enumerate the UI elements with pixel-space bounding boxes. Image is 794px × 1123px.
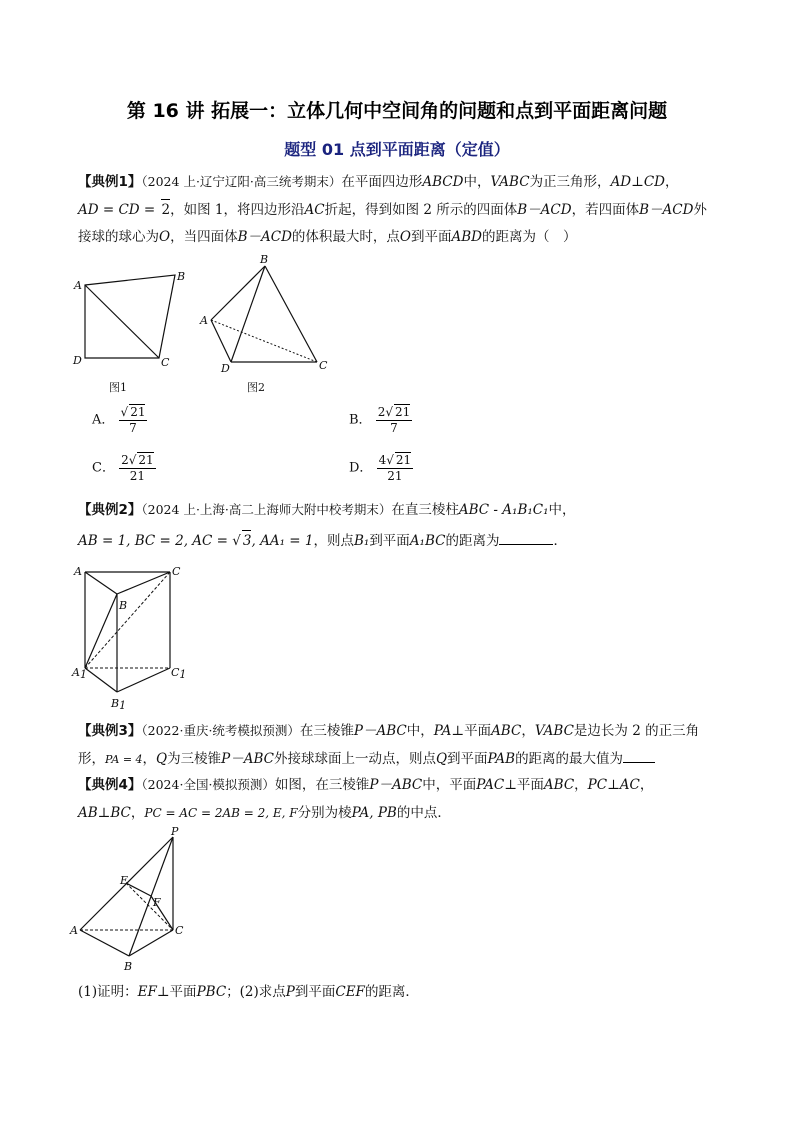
fig2-label-a: A: [200, 314, 208, 327]
denominator: 7: [390, 421, 398, 435]
text: 的距离．: [364, 984, 419, 1000]
text: 的中点．: [396, 805, 451, 821]
page-title: 第 16 讲 拓展一：立体几何中空间角的问题和点到平面距离问题: [126, 100, 668, 122]
example1-source: （2024 上·辽宁辽阳·高三统考期末）: [141, 174, 342, 189]
example1-line3: [78, 227, 576, 247]
math: P－ABC: [353, 723, 407, 739]
text: 到平面: [369, 533, 410, 549]
math: ABD: [451, 229, 482, 245]
math-sqrt: 3: [242, 530, 252, 551]
math: ABC: [543, 777, 575, 793]
math-sqrt: 2: [161, 199, 171, 220]
figure1-quadrilateral: [70, 265, 190, 375]
radicand: 21: [395, 453, 412, 467]
radicand: 21: [130, 405, 146, 419]
example2-source: （2024 上·上海·高二上海师大附中校考期末）: [141, 502, 392, 517]
text: 为三棱锥: [167, 751, 222, 767]
fig1-outline: [85, 275, 175, 358]
example3-source: （2022·重庆·统考模拟预测）: [141, 723, 300, 738]
math: VABC: [534, 723, 574, 739]
math: PAB: [487, 751, 516, 767]
fig3-label-a1-letter: A: [72, 666, 80, 679]
fig3-label-a1-sub: 1: [79, 668, 87, 681]
text: 是边长为 2 的正三角: [573, 723, 700, 739]
fig4-label-e: E: [120, 874, 129, 887]
math: ABCD: [422, 174, 464, 190]
math: B－ACD: [237, 229, 292, 245]
text: ⊥平面: [156, 984, 197, 1000]
fig1-label-c: C: [161, 356, 170, 369]
text: ⊥平面: [504, 777, 544, 793]
text: 中，: [406, 723, 434, 739]
math: ABC: [491, 723, 522, 739]
fig4-edge-bc: [129, 930, 173, 956]
answer-blank[interactable]: [499, 530, 553, 545]
text: 到平面: [447, 751, 488, 767]
text: ，则点: [313, 533, 354, 549]
fig2-label-d: D: [221, 362, 230, 374]
example1-tag: 【典例1】: [78, 174, 142, 190]
fig2-label-b: B: [260, 253, 269, 266]
fig1-label-b: B: [177, 270, 186, 283]
fig3-label-b1-sub: 1: [119, 699, 127, 710]
math: Q: [435, 751, 448, 767]
fig1-label-a: A: [74, 279, 82, 292]
example2-line1: [78, 500, 576, 520]
text: 中，平面: [422, 777, 477, 793]
fig2-edge-bc: [265, 266, 317, 362]
text: (1)证明：: [78, 984, 138, 1000]
text: 中，: [548, 502, 576, 518]
fig4-label-b: B: [124, 960, 133, 973]
text: ，如图 1，将四边形沿: [170, 202, 305, 218]
text: ，: [521, 723, 535, 739]
fig2-edge-ac-hidden: [211, 320, 317, 362]
fig4-label-a: A: [70, 924, 78, 937]
fig4-edge-ef: [126, 883, 151, 896]
example3-line2: [78, 748, 655, 770]
fig3-label-b1: [110, 697, 126, 710]
option-d-label: D．: [349, 460, 373, 476]
fig2-label-c: C: [319, 359, 328, 372]
text: 在三棱锥: [299, 723, 354, 739]
text: ，: [142, 751, 157, 767]
math: PAC: [476, 777, 505, 793]
fig4-edge-ec-hidden: [126, 883, 173, 930]
math: EF: [137, 984, 157, 1000]
fig3-edge-a1c-hidden: [85, 572, 170, 668]
example4-line1: [78, 775, 653, 795]
fig3-label-a: A: [74, 565, 82, 578]
text: ，: [664, 174, 679, 190]
denominator: 7: [129, 421, 137, 435]
fig3-edge-ab: [85, 572, 117, 594]
math: AB = 1, BC = 2, AC =: [78, 533, 233, 549]
text: ，若四面体: [571, 202, 640, 218]
math: ABC - A₁B₁C₁: [458, 502, 549, 518]
math: B－ACD: [517, 202, 572, 218]
coef: 4: [378, 453, 387, 467]
figure4-pyramid: [66, 826, 196, 974]
fig4-label-c: C: [175, 924, 184, 937]
fig3-edge-a1b: [85, 594, 117, 668]
example4-tag: 【典例4】: [78, 777, 142, 793]
option-a-label: A．: [92, 412, 115, 428]
option-a[interactable]: [92, 404, 147, 436]
text: 外: [693, 202, 707, 218]
math: Q: [156, 751, 168, 767]
text: 平面: [464, 723, 492, 739]
math: P－ABC: [221, 751, 274, 767]
text: 的距离为: [445, 533, 500, 549]
denominator: 21: [129, 469, 146, 483]
math: AD = CD =: [78, 202, 160, 218]
fig4-label-p: P: [171, 826, 179, 838]
text: ，: [574, 777, 588, 793]
text: 的距离的最大值为: [515, 751, 624, 767]
text: 的距离为（ ）: [481, 229, 577, 245]
math: PA⊥: [433, 723, 465, 739]
option-c-label: C．: [92, 460, 115, 476]
figure1-caption: 图1: [109, 381, 127, 394]
text: 接球的球心为: [78, 229, 159, 245]
figure2-caption: 图2: [247, 381, 265, 394]
fig2-edge-ad: [211, 320, 231, 362]
example1-line2: [78, 199, 707, 220]
math: P－ABC: [369, 777, 423, 793]
text: ．: [553, 533, 567, 549]
math: AB⊥BC: [78, 805, 131, 821]
option-a-value: $\frac{√ 21}{7}$: [120, 405, 146, 435]
math: B₁: [353, 533, 370, 549]
option-b-label: B．: [349, 412, 372, 428]
example1-line1: [78, 172, 678, 192]
option-d[interactable]: [349, 452, 413, 484]
section-subtitle: 题型 01 点到平面距离（定值）: [284, 140, 510, 159]
option-c[interactable]: [92, 452, 156, 484]
math: PBC: [196, 984, 227, 1000]
math: B－ACD: [639, 202, 694, 218]
coef: 2: [121, 453, 129, 467]
text: 中，: [463, 174, 491, 190]
example3-tag: 【典例3】: [78, 723, 142, 739]
fig2-edge-bd: [231, 266, 265, 362]
fig1-label-d: D: [73, 354, 82, 367]
fig2-edge-ba: [211, 266, 265, 320]
option-d-value: $\frac{4√ 21}{21}$: [378, 453, 412, 483]
fig3-edge-b1c1: [117, 668, 170, 692]
text: 在直三棱柱: [391, 502, 459, 518]
math: PA = 4: [105, 753, 143, 766]
math: A₁BC: [409, 533, 446, 549]
fig3-label-c1-sub: 1: [179, 668, 187, 681]
math: VABC: [490, 174, 530, 190]
text: 为正三角形，: [529, 174, 611, 190]
text: 外接球球面上一动点，则点: [273, 751, 436, 767]
answer-blank[interactable]: [623, 748, 655, 763]
option-c-value: $\frac{2√ 21}{21}$: [121, 453, 154, 483]
fig3-label-b: B: [119, 599, 128, 612]
fig3-edge-a1b1: [85, 668, 117, 692]
text: 形，: [78, 751, 105, 767]
example4-questions: [78, 982, 419, 1002]
example4-line2: [78, 803, 451, 823]
text: ；(2)求点: [226, 984, 286, 1000]
figure3-prism: [68, 562, 193, 710]
example2-tag: 【典例2】: [78, 502, 142, 518]
math: AD⊥CD: [610, 174, 665, 190]
fig3-label-c1: [171, 666, 186, 681]
math: CEF: [335, 984, 365, 1000]
option-b[interactable]: [349, 404, 412, 436]
text: 的体积最大时，点: [291, 229, 400, 245]
fig3-label-b1-letter: B: [111, 697, 120, 710]
example2-line2: AB = 1, BC = 2, AC = √ 3, AA₁ = 1，则点B₁到平面A₁BC的距离为 ．: [78, 530, 567, 551]
math: O: [159, 229, 171, 245]
fig3-label-a1: [71, 666, 87, 681]
text: 到平面: [410, 229, 452, 245]
math: PC⊥AC: [587, 777, 640, 793]
math: AC: [304, 202, 325, 218]
math: PA, PB: [351, 805, 397, 821]
option-b-value: $\frac{2√ 21}{7}$: [377, 405, 411, 435]
text: ，: [639, 777, 654, 793]
text: 在平面四边形: [341, 174, 423, 190]
fig3-label-c: C: [172, 565, 181, 578]
math: , AA₁ = 1: [251, 533, 314, 549]
coef: 2: [377, 405, 386, 419]
radicand: 21: [395, 405, 411, 419]
fig3-label-c1-letter: C: [171, 666, 180, 679]
text: ，当四面体: [170, 229, 238, 245]
math: P: [285, 984, 295, 1000]
radicand: 21: [138, 453, 154, 467]
example4-source: （2024·全国·模拟预测）: [141, 777, 275, 792]
figure2-tetrahedron: [197, 252, 332, 374]
text: 如图，在三棱锥: [274, 777, 370, 793]
math: PC = AC = 2AB = 2, E, F: [144, 806, 298, 820]
text: ，: [130, 805, 145, 821]
fig4-label-f: F: [153, 896, 161, 909]
fig3-edge-bc: [117, 572, 170, 594]
fig4-edge-ab: [80, 930, 129, 956]
math: O: [399, 229, 411, 245]
text: 分别为棱: [297, 805, 352, 821]
text: 到平面: [294, 984, 336, 1000]
fig1-diagonal-ac: [85, 285, 159, 358]
example3-line1: [78, 721, 699, 741]
text: 折起，得到如图 2 所示的四面体: [324, 202, 518, 218]
denominator: 21: [387, 469, 403, 483]
